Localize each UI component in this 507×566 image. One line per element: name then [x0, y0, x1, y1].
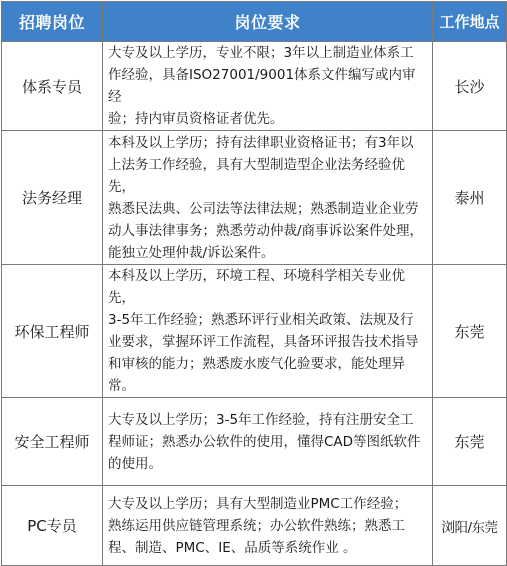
position-cell: PC专员 [2, 486, 103, 566]
table-row [2, 42, 507, 131]
position-cell: 法务经理 [2, 131, 103, 265]
requirements-cell: 大专及以上学历；3-5年工作经验，持有注册安全工 程师证；熟悉办公软件的使用，懂得CAD等图纸软件 的使用。 [103, 398, 433, 486]
location-cell: 长沙 [433, 42, 507, 131]
recruitment-table [1, 1, 507, 566]
table-row [2, 486, 507, 566]
requirements-cell: 本科及以上学历；持有法律职业资格证书；有3年以 上法务工作经验，具有大型制造型企业法务经验优先， 熟悉民法典、公司法等法律法规；熟悉制造业企业劳 动人事法律事务；熟悉劳动仲裁/商事诉讼案件处理， 能独立处理仲裁/诉讼案件。 [103, 131, 433, 265]
header-position: 招聘岗位 [2, 2, 103, 42]
location-cell: 东莞 [433, 398, 507, 486]
requirements-cell: 本科及以上学历，环境工程、环境科学相关专业优先， 3-5年工作经验；熟悉环评行业相关政策、法规及行 业要求，掌握环评工作流程，具备环评报告技术指导 和审核的能力；熟悉废水废气化验要求，能处理异常。 [103, 265, 433, 398]
table-row [2, 398, 507, 486]
location-cell: 浏阳/东莞 [433, 486, 507, 566]
position-cell: 体系专员 [2, 42, 103, 131]
table-row [2, 265, 507, 398]
header-requirements: 岗位要求 [103, 2, 433, 42]
requirements-cell: 大专及以上学历，专业不限；3年以上制造业体系工 作经验，具备ISO27001/9001体系文件编写或内审经 验；持内审员资格证者优先。 [103, 42, 433, 131]
position-cell: 安全工程师 [2, 398, 103, 486]
header-row [2, 2, 507, 42]
position-cell: 环保工程师 [2, 265, 103, 398]
header-location: 工作地点 [433, 2, 507, 42]
table-row [2, 131, 507, 265]
location-cell: 东莞 [433, 265, 507, 398]
location-cell: 泰州 [433, 131, 507, 265]
requirements-cell: 大专及以上学历；具有大型制造业PMC工作经验； 熟练运用供应链管理系统；办公软件熟练；熟悉工 程、制造、PMC、IE、品质等系统作业 。 [103, 486, 433, 566]
